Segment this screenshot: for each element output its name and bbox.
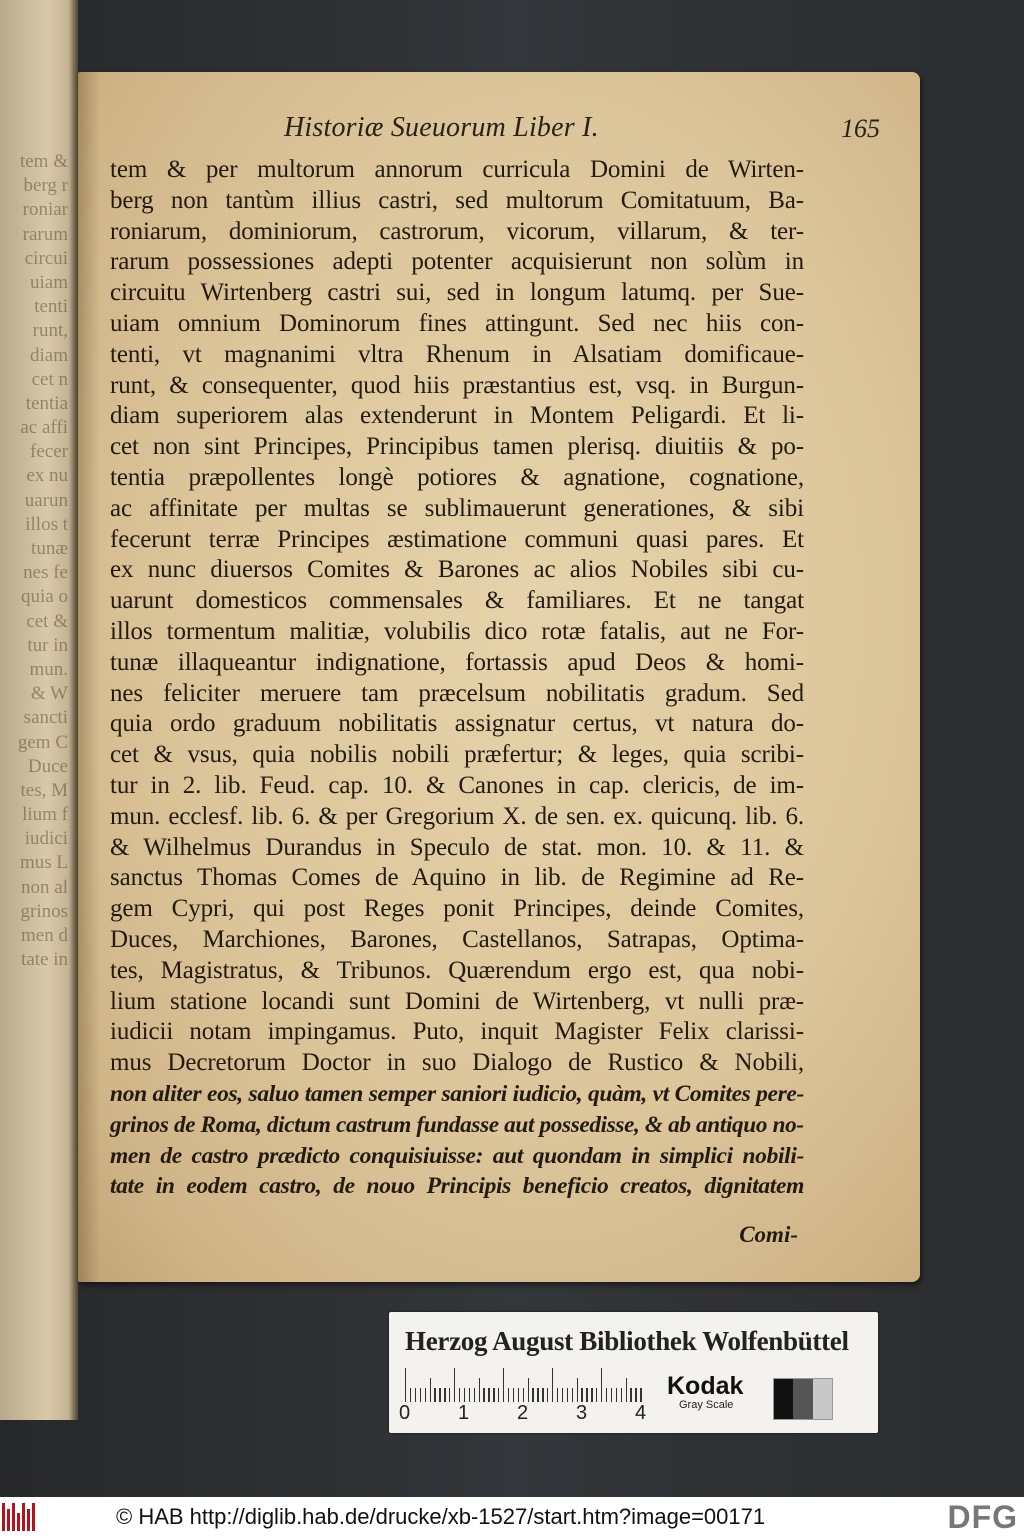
ruler-tick [430,1378,431,1402]
facing-page-fragment: illos t [25,513,68,535]
text-line: sanctus Thomas Comes de Aquino in lib. de Regimine ad Re- [110,864,804,892]
facing-page-fragment: ex nu [26,465,68,487]
ruler-tick [498,1388,499,1402]
ruler-tick [537,1388,538,1402]
ruler-tick [483,1388,484,1402]
text-line: lium statione locandi sunt Domini de Wirtenberg, vt nulli præ- [110,987,804,1015]
library-color-card [389,1312,878,1433]
facing-page-fragment: nes fe [23,562,68,584]
facing-page-fragment: uiam [30,271,68,293]
text-line: ac affinitate per multas se sublimauerunt generationes, & sibi [110,494,804,522]
facing-page-fragment: cet n [31,368,68,390]
ruler-tick [562,1388,563,1402]
facing-page-fragment: non al [21,876,68,898]
facing-page-fragment: mus L [19,852,68,874]
facing-page-fragment: tem & [19,151,68,172]
page-gutter [68,0,78,1420]
facing-page-fragment: Duce [27,755,68,777]
ruler-tick [616,1388,617,1402]
ruler-number: 0 [399,1402,411,1424]
ruler-tick [454,1368,455,1402]
ruler-tick [464,1388,465,1402]
text-line: roniarum, dominiorum, castrorum, vicorum, villarum, & ter- [110,217,804,245]
ruler-tick [488,1388,489,1402]
ruler-tick [572,1388,573,1402]
scale-ruler [405,1368,643,1402]
text-line: non aliter eos, saluo tamen semper saniori iudicio, quàm, vt Comites pere- [110,1080,804,1107]
text-line: tem & per multorum annorum curricula Domini de Wirten- [110,156,804,183]
facing-page-fragment: tentia [25,392,68,414]
ruler-tick [434,1388,435,1402]
facing-page-fragment: tes, M [20,779,68,801]
footer-url[interactable]: © HAB http://diglib.hab.de/drucke/xb-1527/start.htm?image=00171 [116,1504,766,1529]
text-line: grinos de Roma, dictum castrum fundasse aut possedisse, & ab antiquo no- [110,1111,804,1138]
ruler-tick [557,1388,558,1402]
text-line: ex nunc diuersos Comites & Barones ac alios Nobiles sibi cu- [110,556,804,584]
facing-page-edge [0,0,78,1420]
swatch-dark-gray [793,1379,812,1419]
ruler-numbers [399,1402,659,1426]
ruler-tick [503,1368,504,1402]
ruler-tick [513,1388,514,1402]
text-line: iudicii notam impingamus. Puto, inquit Magister Felix clarissi- [110,1018,804,1046]
ruler-tick [577,1378,578,1402]
text-line: nes feliciter meruere tam præcelsum nobilitatis gradum. Sed [110,679,804,707]
text-line: illos tormentum malitiæ, volubilis dico rotæ fatalis, aut ne For- [110,617,804,645]
ruler-tick [596,1388,597,1402]
text-line: fecerunt terræ Principes æstimatione communi quasi pares. Et [110,525,804,553]
text-line: berg non tantùm illius castri, sed multorum Comitatuum, Ba- [110,186,804,214]
ruler-tick [606,1388,607,1402]
ruler-tick [459,1388,460,1402]
ruler-tick [518,1388,519,1402]
text-line: cet non sint Principes, Principibus tamen plerisq. diuitiis & po- [110,433,804,461]
page-number: 165 [841,114,880,143]
kodak-logo: Kodak [667,1372,744,1400]
footer-bar [0,1497,1024,1537]
ruler-tick [581,1388,582,1402]
ruler-tick [552,1368,553,1402]
ruler-tick [532,1388,533,1402]
facing-page-fragment: roniar [22,199,68,221]
facing-page-fragment: runt, [32,320,68,342]
facing-page-fragment: tate in [21,949,68,971]
ruler-tick [523,1388,524,1402]
hab-logo-icon [2,1503,38,1531]
dfg-logo: DFG [947,1499,1018,1535]
ruler-tick [405,1368,406,1402]
ruler-tick [630,1388,631,1402]
text-line: tur in 2. lib. Feud. cap. 10. & Canones in cap. clericis, de im- [110,771,804,799]
facing-page-fragment: uarun [24,489,68,511]
facing-page-fragment: & W [30,683,68,705]
book-page [78,72,920,1282]
ruler-tick [425,1388,426,1402]
facing-page-fragment: gem C [17,731,68,753]
ruler-number: 4 [635,1402,647,1424]
text-line: mun. ecclesf. lib. 6. & per Gregorium X. de sen. ex. quicunq. lib. 6. [110,802,804,830]
running-head: Historiæ Sueuorum Liber I. [284,112,599,143]
text-line: tate in eodem castro, de nouo Principis beneficio creatos, dignitatem [110,1173,804,1200]
ruler-tick [410,1388,411,1402]
facing-page-fragment: tur in [27,634,68,656]
ruler-tick [591,1388,592,1402]
facing-page-fragment: cet & [26,610,68,632]
text-line: cet & vsus, quia nobilis nobili præfertur; & leges, quia scribi- [110,741,804,769]
facing-page-fragment: quia o [21,586,68,608]
facing-page-fragment: tunæ [31,538,68,559]
text-line: uarunt domesticos commensales & familiares. Et ne tangat [110,587,804,615]
ruler-tick [449,1388,450,1402]
facing-page-fragment: diam [30,344,68,366]
ruler-tick [474,1388,475,1402]
facing-page-fragment: iudici [24,828,68,850]
facing-page-text [2,150,68,972]
ruler-tick [542,1388,543,1402]
ruler-tick [528,1378,529,1402]
text-line: Duces, Marchiones, Barones, Castellanos, Satrapas, Optima- [110,925,804,953]
text-line: rarum possessiones adepti potenter acquisierunt non solùm in [110,248,804,276]
ruler-tick [439,1388,440,1402]
text-line: quia ordo graduum nobilitatis assignatur certus, vt natura do- [110,710,804,738]
text-line: runt, & consequenter, quod hiis præstantius est, vsq. in Burgun- [110,371,804,399]
ruler-tick [415,1388,416,1402]
facing-page-fragment: circui [24,247,68,269]
ruler-tick [508,1388,509,1402]
gray-scale-label: Gray Scale [679,1399,734,1411]
ruler-tick [601,1368,602,1402]
ruler-tick [586,1388,587,1402]
ruler-tick [469,1388,470,1402]
catchword: Comi- [739,1222,798,1247]
ruler-tick [635,1388,636,1402]
facing-page-fragment: mun. [29,658,68,680]
swatch-light-gray [813,1379,832,1419]
ruler-tick [640,1388,641,1402]
ruler-tick [493,1388,494,1402]
gray-swatches [773,1378,833,1420]
facing-page-fragment: ac affi [20,417,68,439]
ruler-number: 3 [576,1402,588,1424]
body-text [110,155,804,1202]
facing-page-fragment: rarum [22,223,68,245]
facing-page-fragment: grinos [20,900,68,922]
text-line: gem Cypri, qui post Reges ponit Principes, deinde Comites, [110,895,804,923]
gutter-shadow [78,72,100,1282]
library-name: Herzog August Bibliothek Wolfenbüttel [405,1326,849,1356]
facing-page-fragment: berg r [23,175,68,197]
text-line: circuitu Wirtenberg castri sui, sed in longum latumq. per Sue- [110,279,804,307]
ruler-tick [547,1388,548,1402]
text-line: mus Decretorum Doctor in suo Dialogo de Rustico & Nobili, [110,1049,804,1077]
ruler-number: 1 [458,1402,470,1424]
text-line: tes, Magistratus, & Tribunos. Quærendum ergo est, qua nobi- [110,956,804,984]
ruler-tick [611,1388,612,1402]
ruler-tick [626,1378,627,1402]
text-line: uiam omnium Dominorum fines attingunt. Sed nec hiis con- [110,309,804,337]
facing-page-fragment: sancti [23,707,68,729]
ruler-number: 2 [517,1402,529,1424]
text-line: men de castro prædicto conquisiuisse: aut quondam in simplici nobili- [110,1142,804,1169]
facing-page-fragment: men d [21,925,68,946]
text-line: tenti, vt magnanimi vltra Rhenum in Alsatiam domificaue- [110,340,804,368]
text-line: tentia præpollentes longè potiores & agnatione, cognatione, [110,463,804,491]
ruler-tick [479,1378,480,1402]
text-line: diam superiorem alas extenderunt in Montem Peligardi. Et li- [110,402,804,430]
facing-page-fragment: lium f [22,804,68,826]
facing-page-fragment: fecer [30,441,68,463]
ruler-tick [621,1388,622,1402]
swatch-black [774,1379,793,1419]
ruler-tick [420,1388,421,1402]
ruler-tick [567,1388,568,1402]
facing-page-fragment: tenti [34,296,68,318]
text-line: & Wilhelmus Durandus in Speculo de stat. mon. 10. & 11. & [110,833,804,861]
text-line: tunæ illaqueantur indignatione, fortassis apud Deos & homi- [110,648,804,676]
ruler-tick [444,1388,445,1402]
